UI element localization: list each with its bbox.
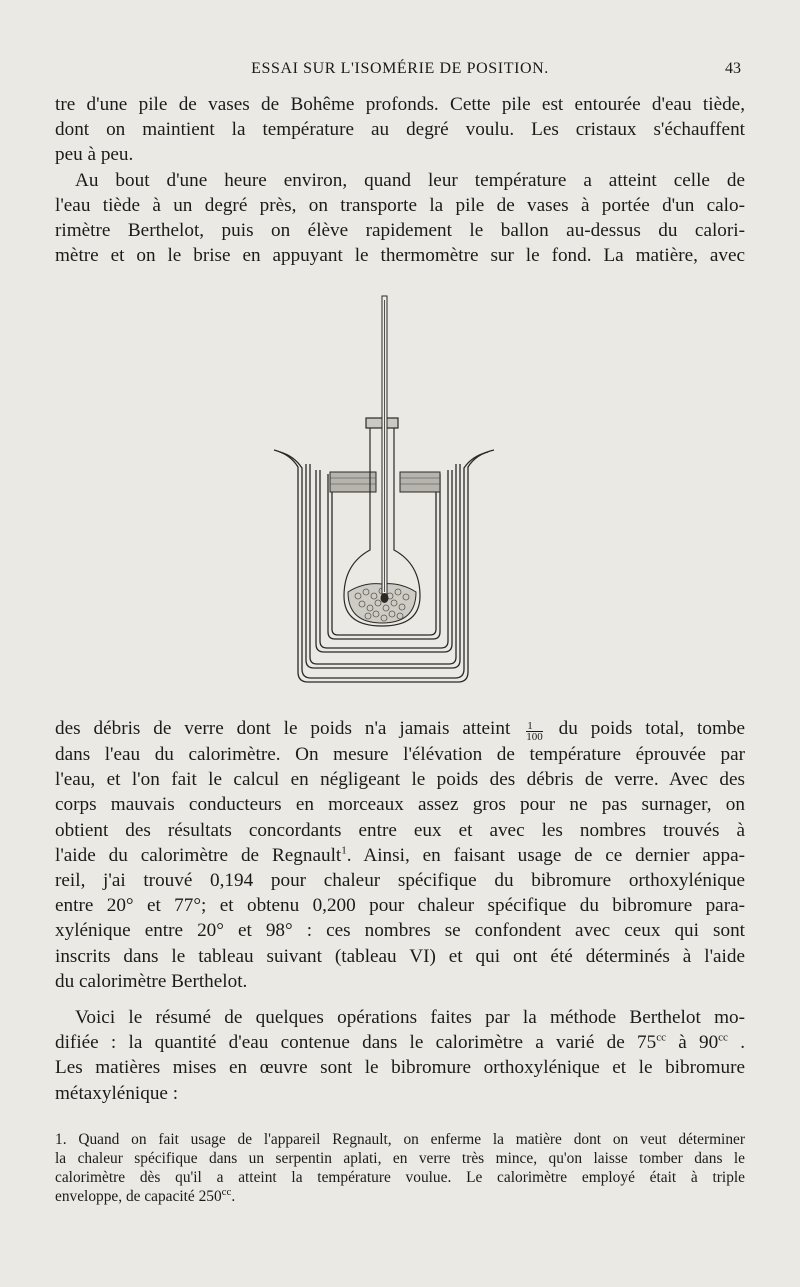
unit-cc: cc — [221, 1185, 232, 1198]
paragraph-3-line-9: xylénique entre 20° et 98° : ces nombres se confondent avec ceux qui sont — [55, 920, 745, 942]
line-start: l'aide du calorimètre de Regnault — [55, 844, 342, 866]
paragraph-1-line-2: dont on maintient la température au degré voulu. Les cristaux s'échauffent — [55, 119, 745, 141]
paragraph-2-line-1: Au bout d'une heure environ, quand leur température a atteint celle de — [75, 169, 745, 191]
footnote-line-2: la chaleur spécifique dans un serpentin aplati, en verre très mince, qu'on laisse tomber dans le — [55, 1150, 745, 1167]
paragraph-3-line-6 — [55, 843, 745, 868]
line-end: du poids total, tombe — [558, 718, 746, 739]
paragraph-3-line-3: l'eau, et l'on fait le calcul en négligeant le poids des débris de verre. Avec des — [55, 769, 745, 791]
paragraph-2-line-2: l'eau tiède à un degré près, on transporte la pile de vases à portée d'un calo- — [55, 194, 745, 216]
unit-cc: cc — [656, 1031, 666, 1044]
thermometer — [381, 296, 389, 603]
footnote — [55, 1130, 745, 1206]
fraction-numerator: 1 — [526, 721, 543, 732]
paragraph-3-line-10: inscrits dans le tableau suivant (tableau VI) et qui ont été déterminés à l'aide — [55, 945, 745, 967]
page-number: 43 — [725, 60, 741, 77]
paragraph-3-line-8: entre 20° et 77°; et obtenu 0,200 pour chaleur spécifique du bibromure para- — [55, 895, 745, 917]
line-start: des débris de verre dont le poids n'a jamais atteint — [55, 718, 511, 739]
paragraph-4-line-1: Voici le résumé de quelques opérations faites par la méthode Berthelot mo- — [75, 1007, 745, 1029]
line-end: . — [231, 1188, 236, 1205]
paragraph-3-line-5: obtient des résultats concordants entre eux et avec les nombres trouvés à — [55, 819, 745, 841]
body-text-top — [55, 92, 745, 268]
footnote-line-3: calorimètre dès qu'il a atteint la température voulue. Le calorimètre employé était à triple — [55, 1169, 745, 1186]
paragraph-4-line-4: métaxylénique : — [55, 1082, 179, 1104]
paragraph-1-line-1: tre d'une pile de vases de Bohême profonds. Cette pile est entourée d'eau tiède, — [55, 94, 745, 115]
paragraph-2-line-4: mètre et on le brise en appuyant le thermomètre sur le fond. La matière, avec — [55, 245, 745, 267]
paragraph-3-line-2: dans l'eau du calorimètre. On mesure l'élévation de température éprouvée par — [55, 744, 745, 765]
footnote-line-1: 1. Quand on fait usage de l'appareil Regnault, on enferme la matière dont on veut déterminer — [55, 1131, 745, 1148]
paragraph-3-line-4: corps mauvais conducteurs en morceaux assez gros pour ne pas surnager, on — [55, 794, 745, 816]
line-start: enveloppe, de capacité 250 — [55, 1188, 222, 1205]
fraction-denominator: 100 — [526, 731, 543, 743]
paragraph-4-line-2 — [55, 1030, 745, 1055]
paragraph-gap — [55, 994, 745, 1005]
paragraph-3-line-11: du calorimètre Berthelot. — [55, 970, 248, 992]
line-middle: à 90 — [665, 1032, 719, 1054]
paragraph-4-line-3: Les matières mises en œuvre sont le bibromure orthoxylénique et le bibromure — [55, 1057, 745, 1079]
line-start: difiée : la quantité d'eau contenue dans le calorimètre a varié de 75 — [55, 1032, 657, 1054]
unit-cc: cc — [718, 1031, 728, 1044]
line-end: . — [727, 1032, 745, 1054]
running-title: ESSAI SUR L'ISOMÉRIE DE POSITION. — [251, 60, 549, 77]
running-header — [55, 60, 745, 82]
fraction-one-hundredth — [526, 721, 543, 742]
footnote-reference: 1 — [341, 844, 347, 857]
body-text-bottom — [55, 716, 745, 1106]
paragraph-1-line-3: peu à peu. — [55, 144, 134, 166]
footnote-line-4 — [55, 1187, 745, 1206]
paragraph-2-line-3: rimètre Berthelot, puis on élève rapidement le ballon au-dessus du calori- — [55, 220, 745, 242]
paragraph-3-line-1 — [55, 716, 745, 742]
calorimeter-figure — [268, 292, 508, 702]
paragraph-3-line-7: reil, j'ai trouvé 0,194 pour chaleur spécifique du bibromure orthoxylénique — [55, 870, 745, 892]
line-end: . Ainsi, en faisant usage de ce dernier appa- — [346, 844, 745, 866]
